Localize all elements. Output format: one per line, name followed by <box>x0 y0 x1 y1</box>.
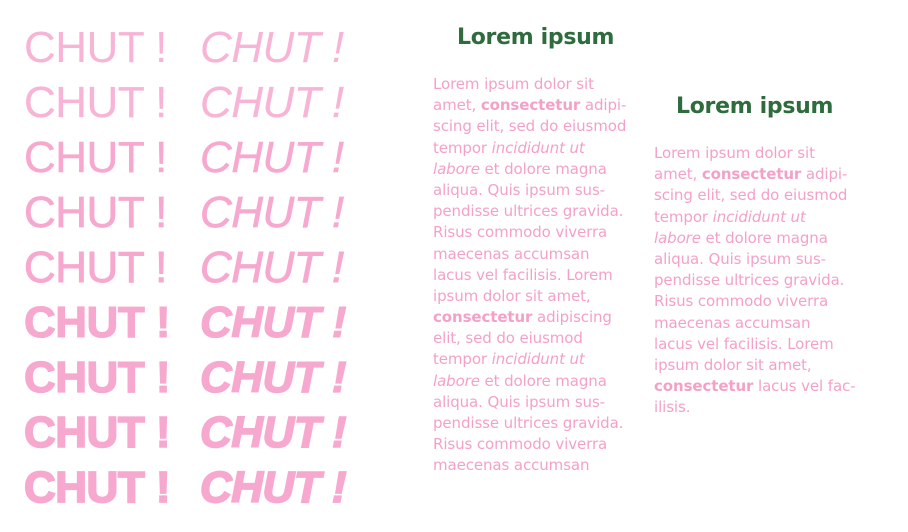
body-line <box>654 291 874 312</box>
body-text: lacus vel facilisis. Lorem <box>654 334 834 353</box>
italic-text: labore <box>654 228 701 247</box>
body-text: et dolore magna <box>479 371 607 390</box>
body-line <box>433 413 648 434</box>
specimen-row <box>24 352 374 404</box>
body-text: maecenas accumsan <box>433 456 590 475</box>
text-column-2 <box>654 94 874 418</box>
body-text: tempor <box>433 138 492 157</box>
body-text: adipi- <box>801 165 848 184</box>
body-text: lacus vel facilisis. Lorem <box>433 265 613 284</box>
body-line <box>654 334 874 355</box>
body-line <box>433 349 648 370</box>
italic-text: incididunt ut <box>491 138 585 157</box>
column-body <box>654 143 874 418</box>
specimen-row <box>24 22 374 74</box>
specimen-word-roman: CHUT ! <box>24 78 167 127</box>
specimen-word-roman: CHUT ! <box>24 408 171 457</box>
body-line <box>433 328 648 349</box>
specimen-row <box>24 297 374 349</box>
body-text: aliqua. Quis ipsum sus- <box>433 392 605 411</box>
body-line <box>654 355 874 376</box>
body-text: Risus commodo viverra <box>654 292 829 311</box>
body-text: ipsum dolor sit amet, <box>433 286 591 305</box>
body-line <box>433 222 648 243</box>
specimen-row <box>24 242 374 294</box>
specimen-row <box>24 132 374 184</box>
body-text: pendisse ultrices gravida. <box>654 271 845 290</box>
specimen-row <box>24 77 374 129</box>
body-text: adipiscing <box>532 308 612 327</box>
body-text: ipsum dolor sit amet, <box>654 355 812 374</box>
body-line <box>654 185 874 206</box>
body-text: pendisse ultrices gravida. <box>433 414 624 432</box>
body-text: et dolore magna <box>700 228 828 247</box>
body-line <box>433 201 648 222</box>
specimen-word-roman: CHUT ! <box>24 298 171 347</box>
body-line <box>654 164 874 185</box>
body-text: tempor <box>433 350 492 369</box>
specimen-word-italic: CHUT ! <box>200 463 347 512</box>
body-line <box>433 74 648 95</box>
body-text: ilisis. <box>654 398 691 417</box>
column-heading: Lorem ipsum <box>457 25 615 50</box>
body-line <box>433 392 648 413</box>
bold-text: consectetur <box>654 377 754 396</box>
body-text: et dolore magna <box>479 159 607 178</box>
body-text: maecenas accumsan <box>433 244 590 263</box>
body-line <box>654 397 874 418</box>
specimen-word-roman: CHUT ! <box>24 23 167 72</box>
specimen-row <box>24 407 374 459</box>
specimen-word-italic: CHUT ! <box>200 408 347 457</box>
body-line <box>433 371 648 392</box>
body-text: scing elit, sed do eiusmod <box>654 186 848 205</box>
body-line <box>654 249 874 270</box>
specimen-word-roman: CHUT ! <box>24 243 167 292</box>
specimen-word-italic: CHUT ! <box>200 78 344 127</box>
body-line <box>654 270 874 291</box>
body-text: pendisse ultrices gravida. <box>433 202 624 221</box>
body-text: Risus commodo viverra <box>433 435 608 454</box>
bold-text: consectetur <box>433 308 533 327</box>
body-line <box>433 286 648 307</box>
specimen-word-italic: CHUT ! <box>200 298 347 347</box>
body-line <box>654 207 874 228</box>
italic-text: labore <box>433 371 480 390</box>
body-line <box>433 95 648 116</box>
body-text: aliqua. Quis ipsum sus- <box>654 249 826 268</box>
specimen-word-italic: CHUT ! <box>200 353 347 402</box>
body-line <box>654 313 874 334</box>
body-text: Lorem ipsum dolor sit <box>654 144 815 162</box>
body-line <box>433 180 648 201</box>
specimen-word-italic: CHUT ! <box>200 23 344 72</box>
body-line <box>433 244 648 265</box>
specimen-word-roman: CHUT ! <box>24 188 167 237</box>
body-line <box>433 138 648 159</box>
specimen-word-roman: CHUT ! <box>24 133 167 182</box>
body-text: scing elit, sed do eiusmod <box>433 117 627 136</box>
specimen-word-italic: CHUT ! <box>200 188 344 237</box>
column-heading: Lorem ipsum <box>676 94 834 119</box>
body-line <box>433 159 648 180</box>
specimen-word-roman: CHUT ! <box>24 353 171 402</box>
body-line <box>654 228 874 249</box>
body-text: elit, sed do eiusmod <box>433 329 583 348</box>
column-body <box>433 74 648 477</box>
body-line <box>433 265 648 286</box>
body-text: amet, <box>654 165 702 184</box>
italic-text: labore <box>433 159 480 178</box>
body-line <box>433 307 648 328</box>
text-column-1 <box>433 25 648 477</box>
body-line <box>654 376 874 397</box>
italic-text: incididunt ut <box>712 207 806 226</box>
bold-text: consectetur <box>480 96 581 115</box>
body-line <box>433 455 648 476</box>
body-text: Risus commodo viverra <box>433 223 608 242</box>
body-text: tempor <box>654 207 713 226</box>
body-text: amet, <box>433 96 481 115</box>
body-line <box>433 116 648 137</box>
italic-text: incididunt ut <box>491 350 585 369</box>
body-text: adipi- <box>580 96 627 115</box>
specimen-word-italic: CHUT ! <box>200 243 344 292</box>
body-text: lacus vel fac- <box>753 377 856 396</box>
body-line <box>433 434 648 455</box>
body-text: Lorem ipsum dolor sit <box>433 75 594 93</box>
body-text: aliqua. Quis ipsum sus- <box>433 180 605 199</box>
body-text: maecenas accumsan <box>654 313 811 332</box>
specimen-row <box>24 462 374 514</box>
specimen-word-italic: CHUT ! <box>200 133 344 182</box>
bold-text: consectetur <box>701 165 802 184</box>
specimen-word-roman: CHUT ! <box>24 463 171 512</box>
specimen-row <box>24 187 374 239</box>
body-line <box>654 143 874 164</box>
